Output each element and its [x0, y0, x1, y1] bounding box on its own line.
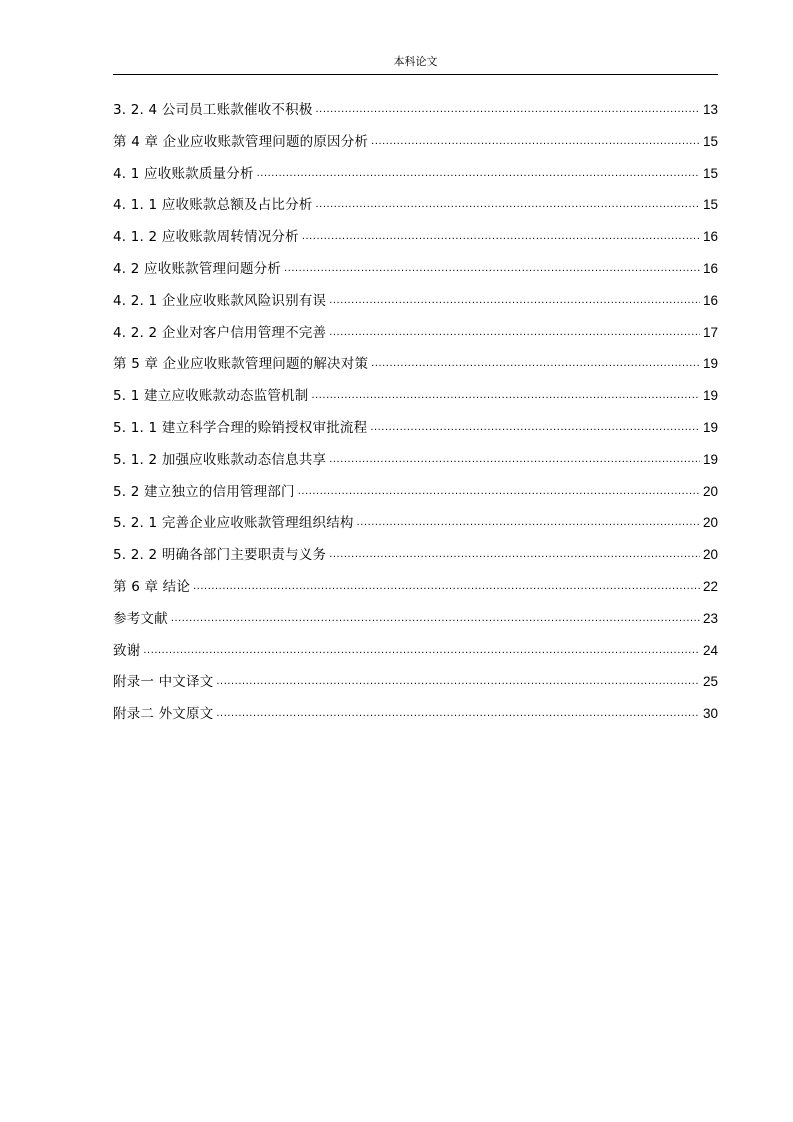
toc-entry-page: 20	[702, 515, 718, 531]
toc-entry[interactable]	[113, 291, 718, 323]
toc-entry-label: 5. 2. 1 完善企业应收账款管理组织结构	[113, 515, 354, 532]
toc-leader-dots	[216, 670, 700, 684]
toc-entry[interactable]	[113, 418, 718, 450]
toc-entry-label: 致谢	[113, 642, 141, 659]
toc-entry-page: 15	[702, 165, 718, 181]
toc-entry-page: 17	[702, 324, 718, 340]
toc-leader-dots	[284, 257, 700, 271]
toc-leader-dots	[193, 575, 700, 589]
toc-entry-label: 附录一 中文译文	[113, 674, 214, 691]
toc-leader-dots	[311, 384, 700, 398]
toc-entry[interactable]	[113, 100, 718, 132]
toc-entry[interactable]	[113, 195, 718, 227]
toc-entry-label: 第 4 章 企业应收账款管理问题的原因分析	[113, 133, 369, 150]
toc-entry-label: 5. 1. 1 建立科学合理的赊销授权审批流程	[113, 419, 368, 436]
toc-entry-page: 19	[702, 451, 718, 467]
toc-leader-dots	[370, 416, 700, 430]
toc-entry[interactable]	[113, 513, 718, 545]
toc-leader-dots	[171, 607, 700, 621]
toc-leader-dots	[316, 193, 700, 207]
toc-entry[interactable]	[113, 227, 718, 259]
toc-leader-dots	[371, 352, 700, 366]
toc-entry-label: 4. 2. 1 企业应收账款风险识别有误	[113, 292, 327, 309]
toc-entry-label: 3. 2. 4 公司员工账款催收不积极	[113, 102, 313, 118]
toc-entry[interactable]	[113, 672, 718, 704]
toc-entry-label: 4. 2 应收账款管理问题分析	[113, 260, 282, 277]
toc-entry[interactable]	[113, 386, 718, 418]
toc-leader-dots	[329, 289, 700, 303]
toc-entry-page: 16	[702, 229, 718, 245]
table-of-contents	[113, 100, 718, 736]
toc-leader-dots	[329, 321, 700, 335]
toc-leader-dots	[302, 225, 700, 239]
toc-entry-label: 5. 2. 2 明确各部门主要职责与义务	[113, 547, 327, 564]
toc-entry[interactable]	[113, 132, 718, 164]
toc-entry-label: 第 5 章 企业应收账款管理问题的解决对策	[113, 356, 369, 373]
toc-entry[interactable]	[113, 482, 718, 514]
toc-entry-page: 20	[702, 483, 718, 499]
toc-entry[interactable]	[113, 259, 718, 291]
toc-leader-dots	[257, 162, 700, 176]
toc-entry-page: 19	[702, 388, 718, 404]
toc-leader-dots	[371, 130, 700, 144]
toc-entry-label: 5. 1 建立应收账款动态监管机制	[113, 388, 309, 405]
toc-entry[interactable]	[113, 641, 718, 673]
toc-entry-label: 5. 2 建立独立的信用管理部门	[113, 483, 295, 500]
toc-entry-page: 22	[702, 578, 718, 594]
toc-entry-page: 24	[702, 642, 718, 658]
toc-entry-page: 15	[702, 133, 718, 149]
toc-entry-page: 19	[702, 419, 718, 435]
toc-entry[interactable]	[113, 609, 718, 641]
toc-entry-label: 第 6 章 结论	[113, 578, 191, 595]
toc-entry[interactable]	[113, 704, 718, 736]
toc-entry-label: 5. 1. 2 加强应收账款动态信息共享	[113, 451, 327, 468]
toc-entry-label: 4. 1. 2 应收账款周转情况分析	[113, 229, 299, 246]
toc-entry-page: 30	[702, 706, 718, 722]
toc-leader-dots	[329, 543, 700, 557]
toc-leader-dots	[329, 448, 700, 462]
toc-entry-page: 16	[702, 292, 718, 308]
toc-entry[interactable]	[113, 354, 718, 386]
toc-leader-dots	[298, 480, 700, 494]
toc-leader-dots	[316, 98, 700, 112]
toc-entry-label: 4. 2. 2 企业对客户信用管理不完善	[113, 324, 327, 341]
toc-entry-label: 4. 1. 1 应收账款总额及占比分析	[113, 197, 313, 214]
header-title: 本科论文	[393, 55, 438, 68]
toc-entry-page: 19	[702, 356, 718, 372]
toc-leader-dots	[143, 639, 700, 653]
toc-entry[interactable]	[113, 450, 718, 482]
toc-entry-label: 附录二 外文原文	[113, 706, 214, 723]
toc-entry-page: 25	[702, 674, 718, 690]
toc-entry-page: 15	[702, 197, 718, 213]
toc-leader-dots	[357, 511, 700, 525]
toc-entry[interactable]	[113, 577, 718, 609]
toc-entry-label: 参考文献	[113, 610, 168, 627]
toc-entry[interactable]	[113, 545, 718, 577]
page-header	[113, 54, 718, 75]
toc-entry-page: 16	[702, 260, 718, 276]
toc-entry[interactable]	[113, 164, 718, 196]
toc-entry-page: 23	[702, 610, 718, 626]
toc-leader-dots	[216, 702, 700, 716]
toc-entry[interactable]	[113, 323, 718, 355]
toc-entry-page: 13	[702, 102, 718, 117]
toc-entry-label: 4. 1 应收账款质量分析	[113, 165, 254, 182]
toc-entry-page: 20	[702, 547, 718, 563]
